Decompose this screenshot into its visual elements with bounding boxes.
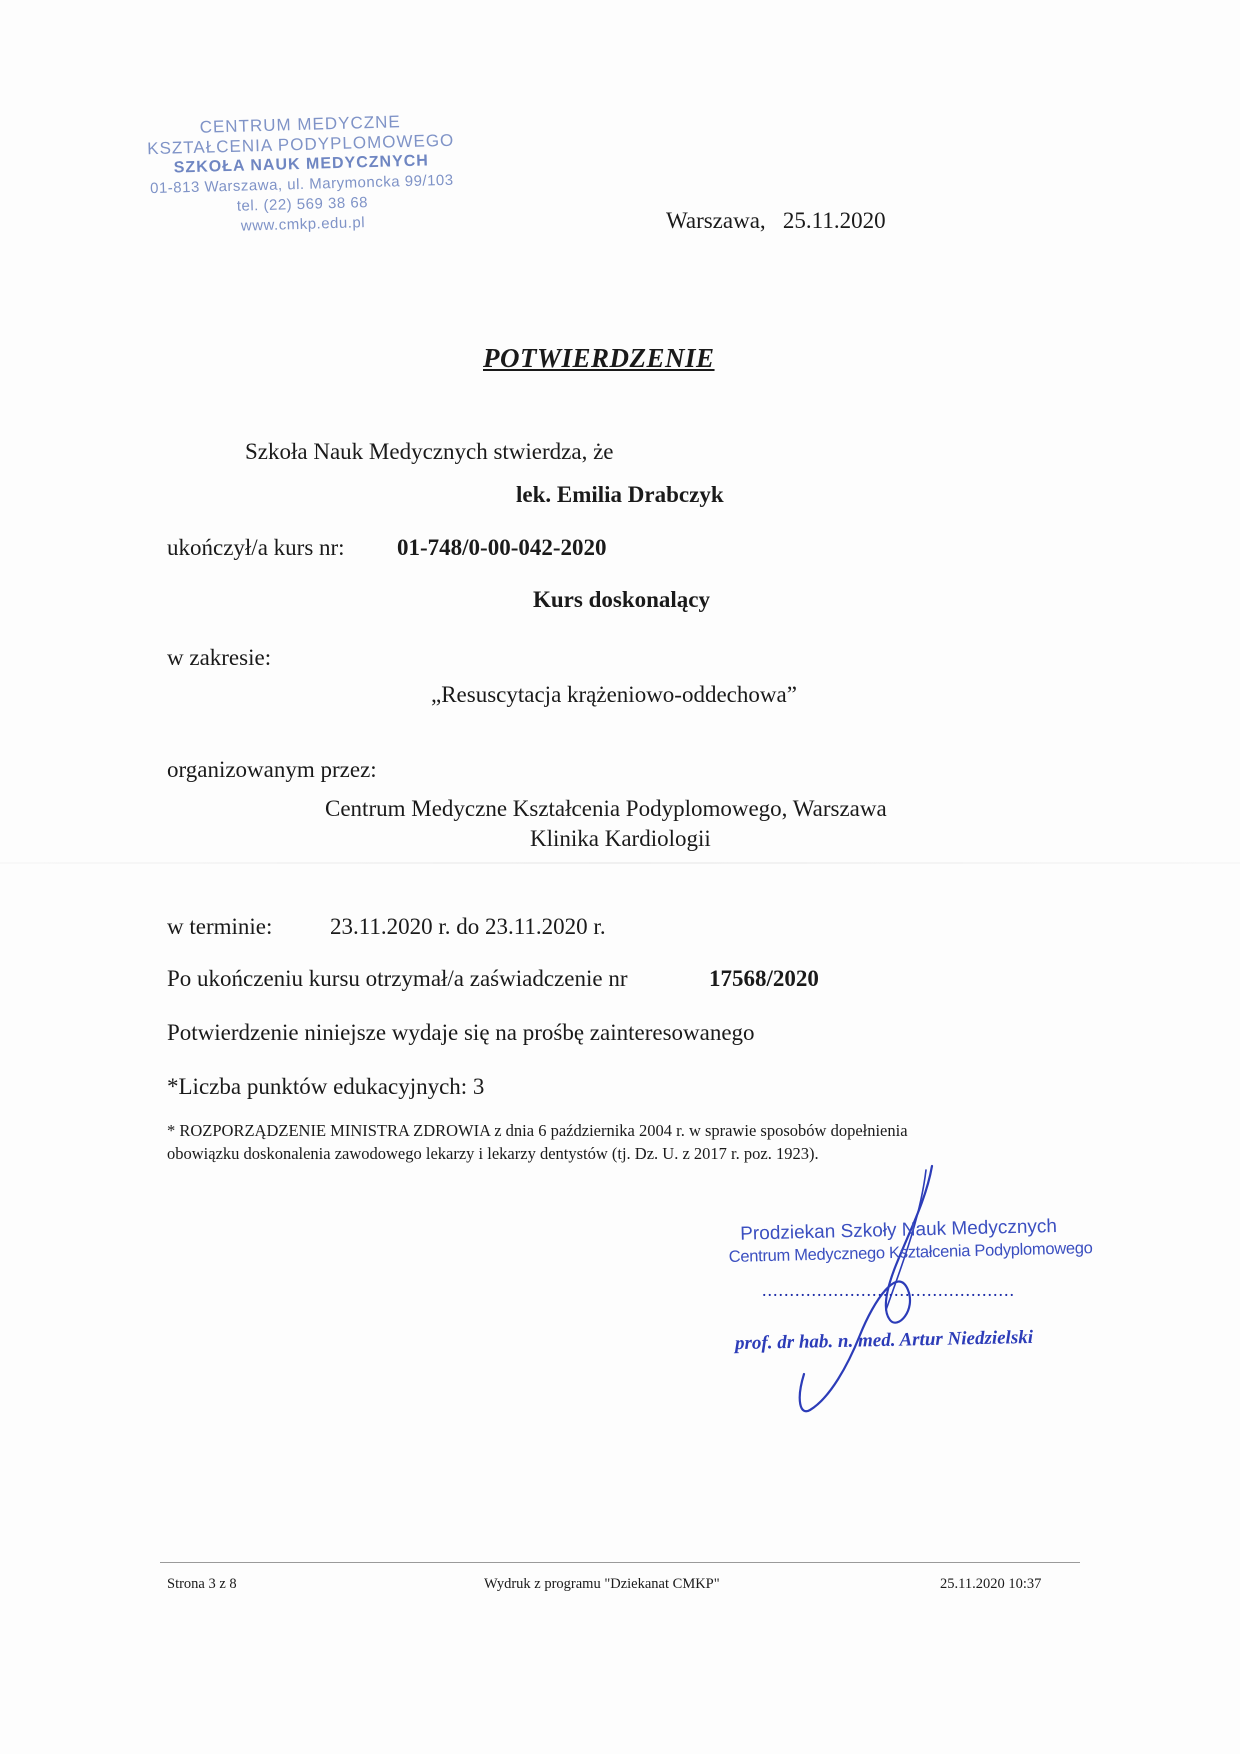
footnote-line-1: * ROZPORZĄDZENIE MINISTRA ZDROWIA z dnia 6 października 2004 r. w sprawie sposobów dopełnienia [167, 1121, 908, 1140]
course-label: ukończył/a kurs nr: [167, 535, 345, 560]
signature-stamp [728, 1215, 1093, 1267]
organizer-line-1: Centrum Medyczne Kształcenia Podyplomowego, Warszawa [325, 796, 887, 821]
position-line-2: Centrum Medycznego Kształcenia Podyplomowego [728, 1239, 1093, 1266]
organizer-line-2: Klinika Kardiologii [530, 826, 711, 851]
stamp-website: www.cmkp.edu.pl [240, 214, 366, 235]
stamp-phone: tel. (22) 569 38 68 [236, 194, 369, 215]
term-label: w terminie: [167, 914, 273, 939]
stamp-line-1: CENTRUM MEDYCZNE [199, 112, 401, 137]
certificate-number: 17568/2020 [709, 966, 819, 991]
course-type: Kurs doskonalący [533, 587, 711, 612]
footer-page: Strona 3 z 8 [167, 1576, 237, 1592]
footnote-line-2: obowiązku doskonalenia zawodowego lekarzy i lekarzy dentystów (tj. Dz. U. z 2017 r. poz. 1923). [167, 1144, 819, 1163]
certificate-label: Po ukończeniu kursu otrzymał/a zaświadczenie nr [167, 966, 628, 991]
document-date: 25.11.2020 [782, 208, 886, 233]
signature-dots: .............................................. [762, 1280, 1015, 1300]
footer-divider [160, 1562, 1080, 1563]
term-value: 23.11.2020 r. do 23.11.2020 r. [330, 914, 606, 939]
organizer-label: organizowanym przez: [167, 757, 377, 782]
institution-stamp [120, 110, 483, 240]
footnote [167, 1119, 908, 1165]
issued-note: Potwierdzenie niniejsze wydaje się na prośbę zainteresowanego [167, 1020, 755, 1045]
paper-fold [0, 862, 1240, 864]
scope-label: w zakresie: [167, 645, 272, 670]
stamp-address: 01-813 Warszawa, ul. Marymoncka 99/103 [149, 171, 454, 198]
footer-printed-at: 25.11.2020 10:37 [940, 1576, 1042, 1592]
stamp-line-2: KSZTAŁCENIA PODYPLOMOWEGO [146, 130, 455, 159]
place-date [666, 208, 886, 234]
intro-text: Szkoła Nauk Medycznych stwierdza, że [245, 439, 614, 464]
document-title: POTWIERDZENIE [483, 343, 715, 373]
person-name: lek. Emilia Drabczyk [516, 482, 724, 507]
scope-value: „Resuscytacja krążeniowo-oddechowa” [431, 682, 797, 707]
stamp-line-3: SZKOŁA NAUK MEDYCZNYCH [173, 152, 430, 177]
place: Warszawa, [666, 208, 766, 233]
footer-source: Wydruk z programu "Dziekanat CMKP" [484, 1576, 720, 1592]
signer-name: prof. dr hab. n. med. Artur Niedzielski [734, 1326, 1034, 1355]
position-line-1: Prodziekan Szkoły Nauk Medycznych [739, 1215, 1058, 1245]
course-number: 01-748/0-00-042-2020 [397, 535, 607, 560]
education-points: *Liczba punktów edukacyjnych: 3 [167, 1074, 485, 1099]
